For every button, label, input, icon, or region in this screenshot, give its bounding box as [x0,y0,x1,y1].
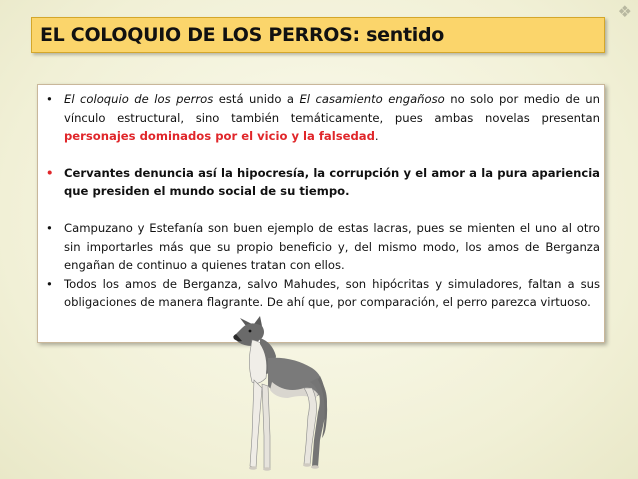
bullet-dot-icon: • [46,220,53,235]
bullet-text: Todos los amos de Berganza, salvo Mahudes, son hipócritas y simuladores, faltan a sus obligaciones de manera flagrante. De ahí que, por comparación, el perro parezca virtuoso. [64,276,600,310]
slide-title: EL COLOQUIO DE LOS PERROS: sentido [40,24,445,46]
title-bar [31,17,605,53]
work-title-coloquio: El coloquio de los perros [64,92,214,106]
bullet-dot-icon: • [46,165,54,180]
bullet-dot-icon: • [46,92,53,106]
greyhound-dog-icon [232,316,332,476]
bullet-text: está unido a [213,92,300,106]
bullet-text: . [374,129,379,144]
bullet-text: no solo por medio de un vínculo estructural, sino también temáticamente, pues ambas novelas presentan [64,92,600,125]
bullet-item-3 [44,219,600,275]
bullet-text: Campuzano y Estefanía son buen ejemplo de estas lacras, pues se mienten el uno al otro sin importarles más que su propio beneficio y, del mismo modo, los amos de Berganza engañan de continuo a quienes tratan con ellos. [64,220,600,273]
bullet-item-4 [44,275,600,312]
bullet-text: . [345,184,350,199]
highlight-text: Cervantes denuncia así la hipocresía, la corrupción y el amor a la pura apariencia que presiden el mundo social de su tiempo [64,165,600,199]
bullet-item-2 [44,164,600,201]
bullet-dot-icon: • [46,276,53,291]
bullet-item-1 [44,90,600,146]
highlight-text: personajes dominados por el vicio y la falsedad [64,129,375,144]
work-title-casamiento: El casamiento engañoso [299,92,445,106]
bullet-list [44,90,600,312]
corner-decoration: ❖ [617,2,632,21]
content-box [37,84,605,343]
